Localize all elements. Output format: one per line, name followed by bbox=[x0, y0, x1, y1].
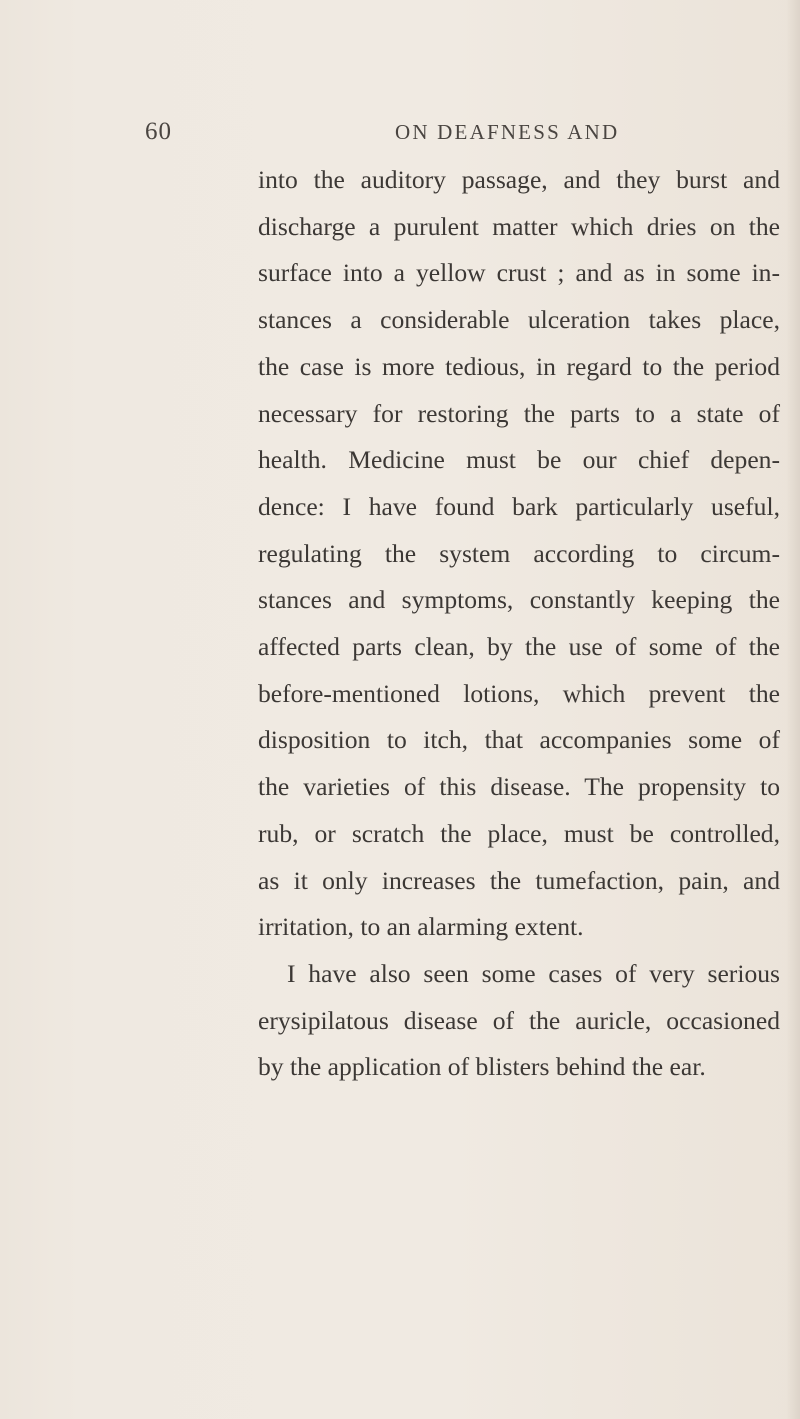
text-line: affected parts clean, by the use of some of the bbox=[258, 632, 780, 662]
text-line: into the auditory passage, and they burst and bbox=[258, 165, 780, 194]
text-line: rub, or scratch the place, must be controlled, bbox=[258, 818, 780, 848]
text-line: health. Medicine must be our chief depen- bbox=[258, 445, 780, 475]
running-head: ON DEAFNESS AND bbox=[395, 120, 620, 144]
text-line: regulating the system according to circum- bbox=[258, 538, 780, 568]
text-line: stances and symptoms, constantly keeping the bbox=[258, 585, 780, 615]
body-text bbox=[258, 157, 780, 1091]
text-line: necessary for restoring the parts to a state of bbox=[258, 398, 780, 428]
text-line: disposition to itch, that accompanies some of bbox=[258, 725, 780, 755]
text-line: surface into a yellow crust ; and as in some in- bbox=[258, 258, 780, 288]
page-number: 60 bbox=[145, 118, 172, 145]
text-line: as it only increases the tumefaction, pain, and bbox=[258, 865, 780, 895]
text-line: I have also seen some cases of very serious bbox=[287, 958, 780, 988]
page-edge-shadow bbox=[786, 0, 800, 1419]
text-line: by the application of blisters behind the ear. bbox=[258, 1052, 706, 1082]
text-line: the case is more tedious, in regard to the period bbox=[258, 351, 780, 381]
text-line: the varieties of this disease. The propensity to bbox=[258, 772, 780, 802]
text-line: discharge a purulent matter which dries on the bbox=[258, 211, 780, 241]
text-line: before-mentioned lotions, which prevent the bbox=[258, 678, 780, 708]
text-line: stances a considerable ulceration takes place, bbox=[258, 305, 780, 335]
text-line: dence: I have found bark particularly useful, bbox=[258, 491, 780, 521]
text-line: erysipilatous disease of the auricle, occasioned bbox=[258, 1005, 780, 1035]
page-header bbox=[0, 118, 800, 148]
text-line: irritation, to an alarming extent. bbox=[258, 912, 584, 942]
